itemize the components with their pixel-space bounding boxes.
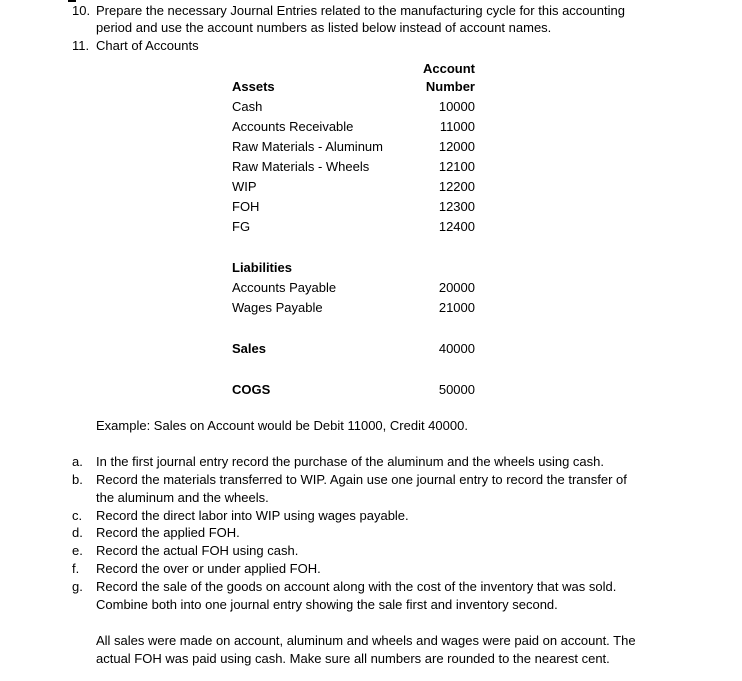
account-number: 12200 <box>438 179 475 194</box>
note-line2: actual FOH was paid using cash. Make sure all numbers are rounded to the nearest cent. <box>96 651 610 666</box>
task-text: Record the direct labor into WIP using wages payable. <box>96 508 409 523</box>
task-letter: d. <box>72 525 83 540</box>
item-11-number: 11. <box>72 38 90 53</box>
account-name: FG <box>232 219 251 234</box>
task-letter: c. <box>72 508 83 523</box>
account-name: Accounts Receivable <box>232 119 354 134</box>
task-text-continued: the aluminum and the wheels. <box>96 490 269 505</box>
cogs-number: 50000 <box>438 382 475 397</box>
account-name: FOH <box>232 199 260 214</box>
account-number: 12000 <box>438 139 475 154</box>
sales-heading: Sales <box>232 341 266 356</box>
item-10-line2: period and use the account numbers as listed below instead of account names. <box>96 20 552 35</box>
account-number: 20000 <box>438 280 475 295</box>
liabilities-heading: Liabilities <box>232 260 292 275</box>
item-10-line1: Prepare the necessary Journal Entries related to the manufacturing cycle for this accounting <box>96 3 625 18</box>
task-text: Record the sale of the goods on account along with the cost of the inventory that was sold. <box>96 579 617 594</box>
account-number: 11000 <box>439 119 475 134</box>
account-name: Raw Materials - Aluminum <box>232 139 383 154</box>
task-text: Record the applied FOH. <box>96 525 240 540</box>
account-number: 12100 <box>438 159 475 174</box>
account-name: Cash <box>232 99 263 114</box>
cogs-heading: COGS <box>232 382 271 397</box>
account-name: Raw Materials - Wheels <box>232 159 370 174</box>
task-letter: b. <box>72 472 83 487</box>
note-line1: All sales were made on account, aluminum and wheels and wages were paid on account. The <box>96 633 636 648</box>
account-number: 12300 <box>438 199 475 214</box>
account-name: Accounts Payable <box>232 280 337 295</box>
sales-number: 40000 <box>438 341 475 356</box>
assets-heading: Assets <box>232 79 275 94</box>
task-text: Record the actual FOH using cash. <box>96 543 299 558</box>
task-letter: a. <box>72 454 83 469</box>
task-letter: g. <box>72 579 83 594</box>
account-name: WIP <box>232 179 257 194</box>
task-text: Record the over or under applied FOH. <box>96 561 321 576</box>
account-header-line1: Account <box>423 61 475 76</box>
task-text-continued: Combine both into one journal entry showing the sale first and inventory second. <box>96 597 558 612</box>
task-letter: e. <box>72 543 83 558</box>
account-number: 12400 <box>438 219 475 234</box>
account-header-line2: Number <box>425 79 475 94</box>
task-letter: f. <box>72 561 80 576</box>
task-text: Record the materials transferred to WIP. Again use one journal entry to record the transfer of <box>96 472 627 487</box>
account-number: 10000 <box>438 99 475 114</box>
item-11-text: Chart of Accounts <box>96 38 199 53</box>
task-text: In the first journal entry record the purchase of the aluminum and the wheels using cash. <box>96 454 605 469</box>
item-10-number: 10. <box>72 3 91 18</box>
account-name: Wages Payable <box>232 300 323 315</box>
account-number: 21000 <box>438 300 475 315</box>
example-text: Example: Sales on Account would be Debit 11000, Credit 40000. <box>96 418 468 433</box>
